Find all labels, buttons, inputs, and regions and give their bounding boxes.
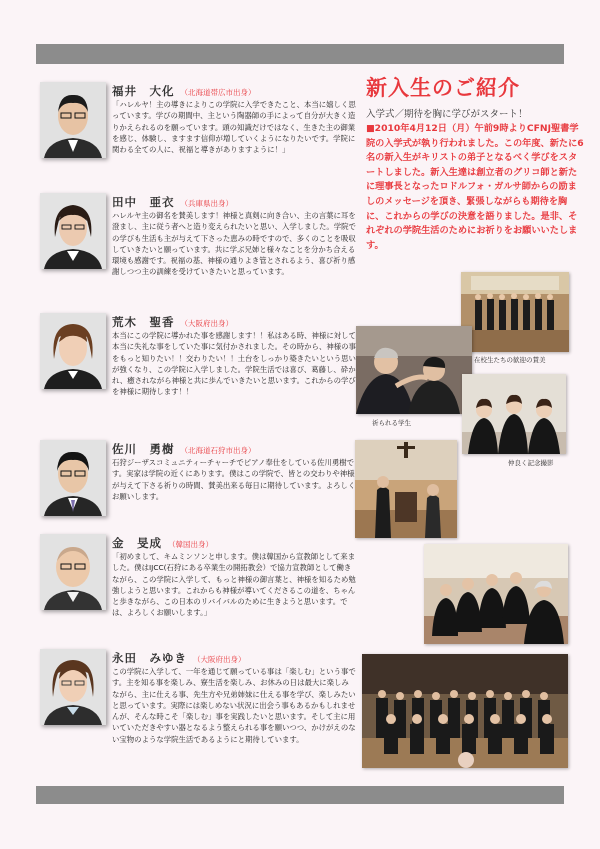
bottom-bar [36, 786, 564, 804]
photo-commemorative [462, 374, 566, 454]
student-name: 金 旻成 [112, 536, 162, 550]
student-name: 福井 大化 [112, 84, 175, 98]
photo-speaker [355, 440, 457, 538]
top-bar [36, 44, 564, 64]
student-message: ハレルヤ主の御名を賛美します！神様と真剣に向き合い、主の言葉に耳を澄まし、主に従う者へと造り変えられたいと思い、入学しました。学院での学びも生活も主が与えて下さった恵みの時ですので、多くのことを吸収していきたいと願っています。共に学ぶ兄姉と様々なことを分かち合える環境も感謝です。祝福の基、神様の通りよき管とされるよう、喜び祈り感謝しつつ主の訓練を受けていきたいと思っています。 [112, 211, 356, 277]
intro-paragraph: ■2010年4月12日（月）午前9時よりCFNJ聖書学院の入学式が執り行われました。この年度、新たに6名の新入生がキリストの弟子となるべく学びをスタートしました。新入生達は創立者のグリコ師と新たに理事長となったロドルフォ・ガルサ師からの励ましのメッセージを頂き、緊張しながらも期待を胸に、これからの学びの決意を語りました。是非、それぞれの学院生活のためにお祈りをお願いいたします。 [366, 123, 584, 251]
caption-commemorative: 仲良く記念撮影 [508, 459, 554, 467]
photo-group [362, 654, 568, 768]
student-name: 荒木 聖香 [112, 315, 175, 329]
student-origin: （北海道石狩市出身） [180, 446, 256, 455]
page-subtitle: 入学式／期待を胸に学びがスタート！ [366, 109, 528, 120]
student-photo [40, 649, 106, 725]
student-photo [40, 440, 106, 516]
student-origin: （北海道帯広市出身） [180, 88, 256, 97]
student-message: この学院に入学して、一年を通じて願っている事は「楽しむ」という事です。主を知る事を楽しみ、寮生活を楽しみ、お休みの日は最大に楽しみながら、主に仕える事、先生方や兄弟姉妹に仕える事を学び、楽しみたいと思っています。実際には楽しめない状況に出会う事もあるかもしれませんが、そんな時こそ「楽しむ」事を実践したいと思います。そして主に用いていただきやすい器となるよう整えられる事を願いつつ、かけがえのない宝物のような学院生活であるようにと期待しています。 [112, 667, 356, 744]
photo-prayer [356, 326, 472, 414]
page-title: 新入生のご紹介 [366, 76, 520, 100]
student-origin: （韓国出身） [168, 540, 213, 549]
student-name: 永田 みゆき [112, 651, 187, 665]
student-name: 佐川 勇樹 [112, 442, 175, 456]
photo-ceremony [424, 544, 568, 644]
student-name: 田中 亜衣 [112, 195, 175, 209]
student-origin: （兵庫県出身） [180, 199, 233, 208]
caption-prayer: 祈られる学生 [372, 419, 411, 427]
student-photo [40, 193, 106, 269]
photo-welcome-worship [461, 272, 569, 352]
student-message: 本当にこの学院に導かれた事を感謝します！！私はある時、神様に対して本当に失礼な事をしていた事に気付かされました。その時から、神様の事をもっと知りたい！！交わりたい！！土台をしっかり築きたいという思いが強くなり、この学院に入学しました。学院生活では喜び、葛藤し、砕かれ、癒されながら神様と共に歩んでいきたいと思います。これからの学びを神様に期待します！！ [112, 331, 356, 397]
student-message: 「ハレルヤ！主の導きによりこの学院に入学できたこと、本当に嬉しく思っています。学びの期間中、主という陶器師の手によって自分が大きく造りかえられるのを願っています。頭の知識だけではなく、生きた主の御業を感じ、体験し、ますます信仰が増していくようになりたいです。学院に関わる全ての人に、祝福と導きがありますように！」 [112, 100, 356, 155]
student-origin: （大阪府出身） [180, 319, 233, 328]
student-message: 石狩ジーザスコミュニティーチャーチでピアノ奉仕をしている佐川勇樹です。実家は学院の近くにあります。僕はこの学院で、皆との交わりや神様が与えて下さる祈りの時間、賛美出来る毎日に期待しています。よろしくお願いします。 [112, 458, 356, 501]
student-origin: （大阪府出身） [193, 655, 246, 664]
student-photo [40, 82, 106, 158]
caption-welcome-worship: 在校生たちの歓迎の賛美 [474, 356, 546, 364]
student-message: 「初めまして、キムミンソンと申します。僕は韓国から宣教師として来ました。僕はIJCC(石狩にある卒業生の開拓教会）で協力宣教師として働きながら、この学院に入学して、もっと神様の御言葉と、神様を知るため勉強しようと思います。これからも神様が導いてくださるこの道を、ちゃんと歩きながら、この日本のリバイバルのために生きようと思います。では、よろしくお願いします。」 [112, 552, 356, 618]
student-photo [40, 313, 106, 389]
student-photo [40, 534, 106, 610]
